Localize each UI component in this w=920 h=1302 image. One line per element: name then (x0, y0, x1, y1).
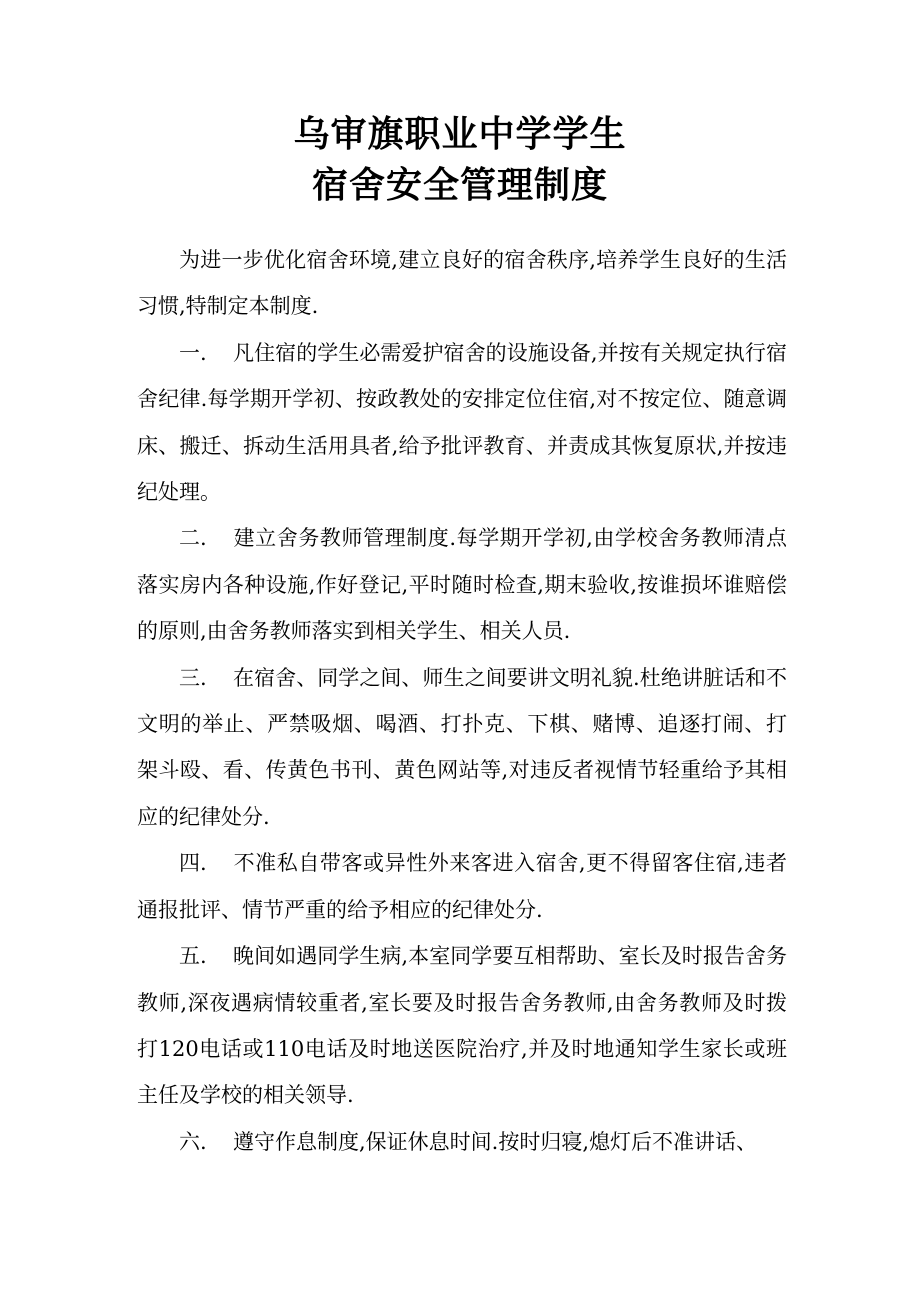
document-title-line-1: 乌审旗职业中学学生 (293, 113, 627, 155)
rule-6-text: 遵守作息制度,保证休息时间.按时归寝,熄灯后不准讲话、 (233, 1129, 758, 1154)
rule-1-paragraph (137, 330, 787, 516)
rule-2-number: 二. (179, 526, 207, 551)
rule-5-number: 五. (179, 944, 207, 969)
rule-2-paragraph (137, 515, 787, 654)
rule-1-number: 一. (179, 340, 207, 365)
rule-1-text: 凡住宿的学生必需爱护宿舍的设施设备,并按有关规定执行宿舍纪律.每学期开学初、按政教处的安排定位住宿,对不按定位、随意调床、搬迁、拆动生活用具者,给予批评教育、并责成其恢复原状,并按违纪处理。 (137, 340, 787, 505)
rule-5-paragraph (137, 933, 787, 1119)
rule-2-text: 建立舍务教师管理制度.每学期开学初,由学校舍务教师清点落实房内各种设施,作好登记,平时随时检查,期末验收,按谁损坏谁赔偿的原则,由舍务教师落实到相关学生、相关人员. (137, 526, 787, 644)
rule-3-text: 在宿舍、同学之间、师生之间要讲文明礼貌.杜绝讲脏话和不文明的举止、严禁吸烟、喝酒、打扑克、下棋、赌博、追逐打闹、打架斗殴、看、传黄色书刊、黄色网站等,对违反者视情节轻重给予其相应的纪律处分. (137, 665, 787, 829)
rule-4-number: 四. (179, 851, 207, 876)
rule-6-number: 六. (179, 1129, 207, 1154)
intro-paragraph: 为进一步优化宿舍环境,建立良好的宿舍秩序,培养学生良好的生活习惯,特制定本制度. (137, 248, 787, 319)
document-body (137, 237, 787, 1165)
document-title-line-2: 宿舍安全管理制度 (311, 164, 608, 206)
rule-6-paragraph (137, 1119, 787, 1165)
rule-3-paragraph (137, 655, 787, 841)
rule-4-text: 不准私自带客或异性外来客进入宿舍,更不得留客住宿,违者通报批评、情节严重的给予相应的纪律处分. (137, 851, 787, 922)
rule-4-paragraph (137, 840, 787, 933)
rule-3-number: 三. (179, 665, 207, 690)
rule-5-text: 晚间如遇同学生病,本室同学要互相帮助、室长及时报告舍务教师,深夜遇病情较重者,室长要及时报告舍务教师,由舍务教师及时拨打120电话或110电话及时地送医院治疗,并及时地通知学生家长或班主任及学校的相关领导. (137, 944, 787, 1108)
